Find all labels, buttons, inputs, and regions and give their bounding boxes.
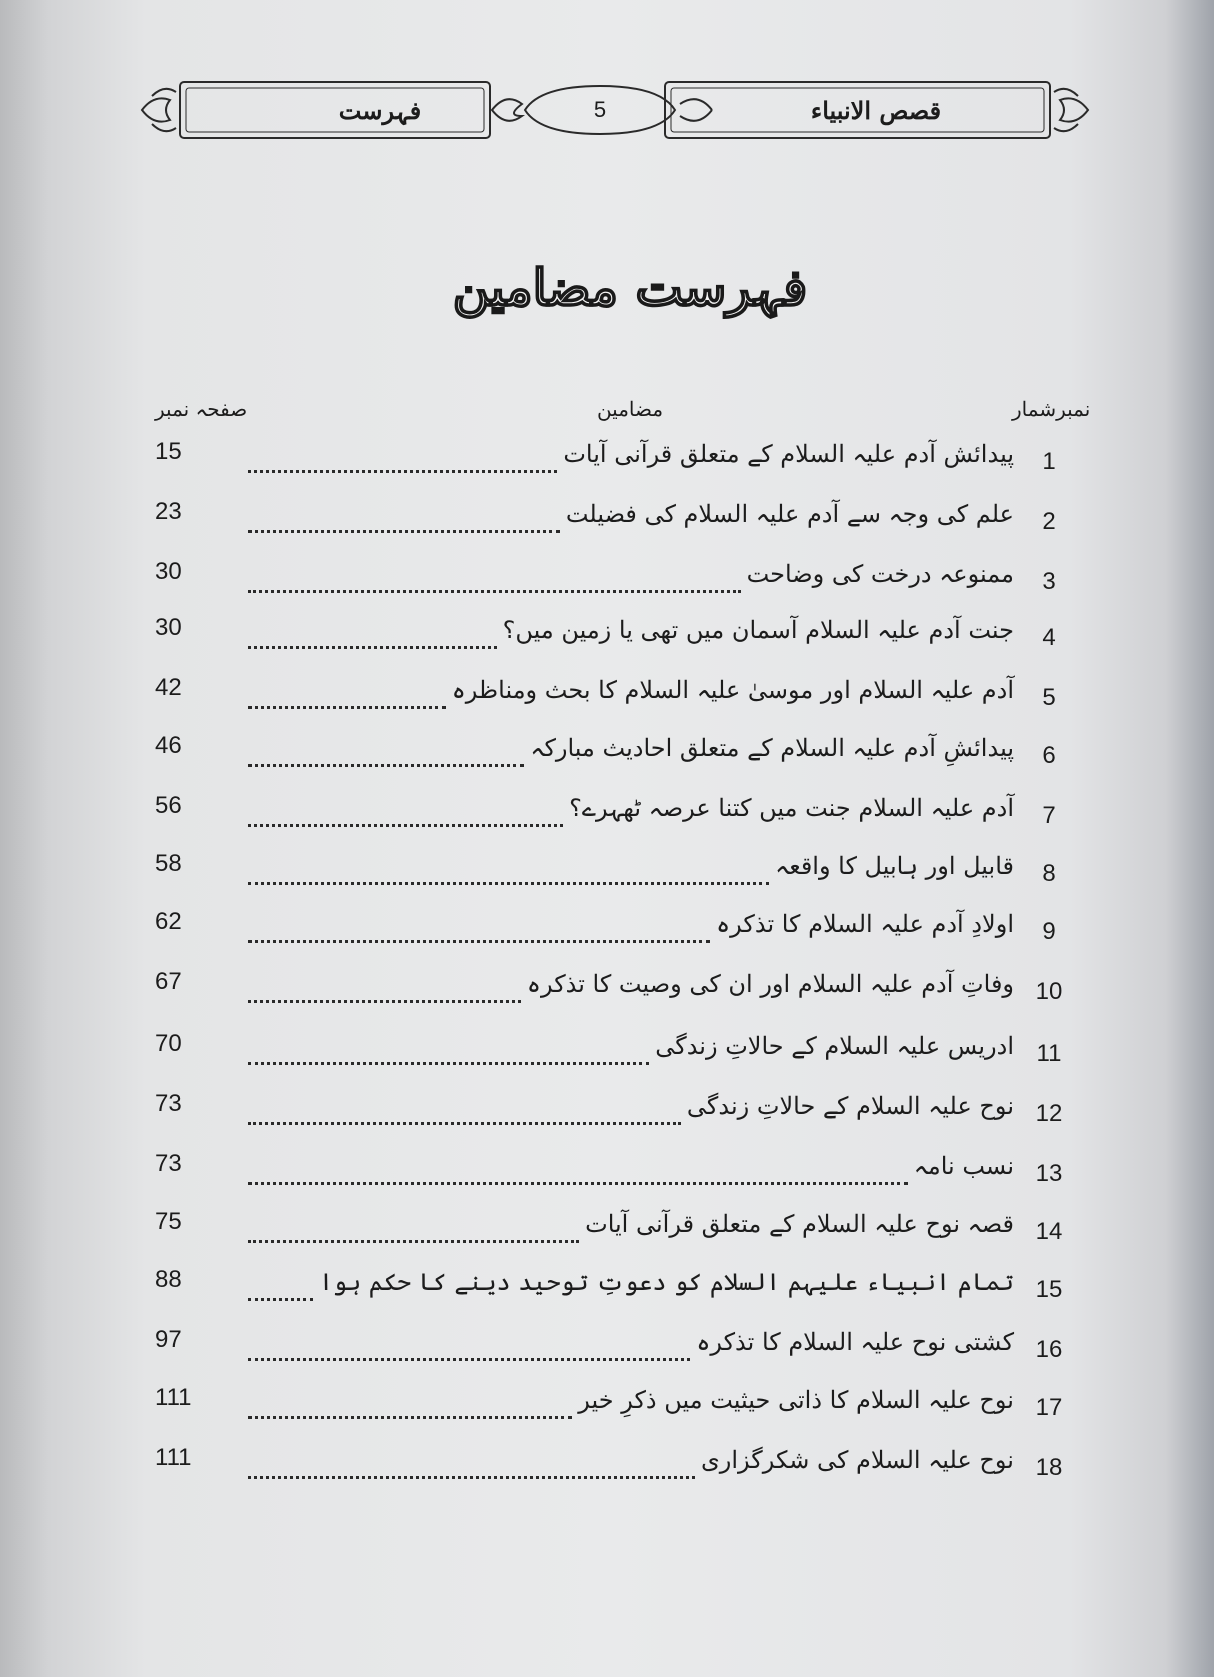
toc-entry-number: 12 [1035, 1100, 1063, 1127]
toc-entry-title: علم کی وجہ سے آدم علیہ السلام کی فضیلت [565, 500, 1014, 528]
toc-row [0, 794, 1214, 854]
toc-entry-title: نسب نامہ [913, 1152, 1014, 1180]
toc-entry-title: قصہ نوح علیہ السلام کے متعلق قرآنی آیات [585, 1210, 1014, 1238]
toc-row [0, 1386, 1214, 1446]
toc-row [0, 560, 1214, 620]
toc-leader-dots [248, 706, 446, 709]
toc-entry-page: 15 [155, 438, 182, 465]
toc-leader-dots [248, 1122, 681, 1125]
toc-entry-number: 1 [1042, 448, 1056, 475]
toc-entry-page: 56 [155, 792, 182, 819]
toc-row [0, 1032, 1214, 1092]
toc-entry-title: پیدائش آدم علیہ السلام کے متعلق قرآنی آیات [563, 440, 1014, 468]
toc-entry-page: 88 [155, 1266, 182, 1293]
toc-entry-page: 30 [155, 558, 182, 585]
toc-entry-title: ممنوعہ درخت کی وضاحت [746, 560, 1014, 588]
toc-entry-number: 6 [1042, 742, 1056, 769]
toc-entry-page: 58 [155, 850, 182, 877]
toc-entry-number: 3 [1042, 568, 1056, 595]
toc-entry-title: پیدائشِ آدم علیہ السلام کے متعلق احادیث مبارکہ [530, 734, 1014, 762]
toc-leader-dots [248, 1240, 579, 1243]
toc-entry-title: قابیل اور ہابیل کا واقعہ [775, 852, 1014, 880]
toc-leader-dots [248, 1062, 649, 1065]
toc-entry-page: 46 [155, 732, 182, 759]
toc-entry-number: 10 [1035, 978, 1063, 1005]
toc-row [0, 970, 1214, 1030]
toc-leader-dots [248, 1416, 572, 1419]
toc-row [0, 1268, 1214, 1328]
header-page-number: 5 [593, 97, 607, 122]
toc-row [0, 910, 1214, 970]
toc-entry-title: اولادِ آدم علیہ السلام کا تذکرہ [716, 910, 1014, 938]
toc-entry-title: آدم علیہ السلام جنت میں کتنا عرصہ ٹھہرے؟ [569, 794, 1014, 822]
toc-leader-dots [248, 470, 557, 473]
header-section-label: فہرست [338, 96, 422, 125]
toc-row [0, 1152, 1214, 1212]
toc-entry-number: 9 [1042, 918, 1056, 945]
toc-entry-title: نوح علیہ السلام کے حالاتِ زندگی [686, 1092, 1014, 1120]
toc-entry-number: 17 [1035, 1394, 1063, 1421]
toc-entry-page: 97 [155, 1326, 182, 1353]
toc-entry-page: 23 [155, 498, 182, 525]
toc-entry-page: 42 [155, 674, 182, 701]
toc-entry-page: 30 [155, 614, 182, 641]
column-header-subject: مضامین [596, 397, 664, 421]
toc-leader-dots [248, 590, 741, 593]
toc-entry-number: 15 [1035, 1276, 1063, 1303]
toc-leader-dots [248, 1358, 690, 1361]
toc-entry-title: نوح علیہ السلام کا ذاتی حیثیت میں ذکرِ خیر [578, 1386, 1014, 1414]
toc-leader-dots [248, 1298, 313, 1301]
toc-entry-number: 18 [1035, 1454, 1063, 1481]
toc-leader-dots [248, 824, 563, 827]
toc-entry-page: 67 [155, 968, 182, 995]
toc-row [0, 676, 1214, 736]
toc-entry-title: جنت آدم علیہ السلام آسمان میں تھی یا زمین میں؟ [502, 616, 1014, 644]
toc-entry-page: 111 [155, 1444, 192, 1471]
toc-row [0, 1210, 1214, 1270]
toc-entry-page: 73 [155, 1150, 182, 1177]
toc-entry-title: تمام انبیاء علیہم السلام کو دعوتِ توحید دینے کا حکم ہوا [318, 1268, 1014, 1296]
toc-entry-number: 5 [1042, 684, 1056, 711]
toc-row [0, 440, 1214, 500]
header-book-title: قصص الانبیاء [810, 96, 942, 125]
toc-leader-dots [248, 764, 524, 767]
column-header-page: صفحہ نمبر [155, 397, 248, 421]
toc-entry-number: 14 [1035, 1218, 1063, 1245]
toc-row [0, 734, 1214, 794]
toc-entry-page: 73 [155, 1090, 182, 1117]
toc-leader-dots [248, 882, 769, 885]
toc-entry-page: 75 [155, 1208, 182, 1235]
column-header-serial: نمبرشمار [1012, 397, 1091, 421]
toc-entry-page: 111 [155, 1384, 192, 1411]
page-title: فہرست مضامین [452, 258, 808, 317]
toc-entry-title: ادریس علیہ السلام کے حالاتِ زندگی [655, 1032, 1014, 1060]
toc-entry-page: 62 [155, 908, 182, 935]
toc-row [0, 616, 1214, 676]
toc-leader-dots [248, 1182, 908, 1185]
toc-leader-dots [248, 1000, 521, 1003]
toc-row [0, 500, 1214, 560]
toc-row [0, 1092, 1214, 1152]
toc-leader-dots [248, 530, 560, 533]
toc-entry-number: 13 [1035, 1160, 1063, 1187]
toc-entry-title: آدم علیہ السلام اور موسیٰ علیہ السلام کا بحث ومناظرہ [451, 676, 1014, 704]
toc-leader-dots [248, 1476, 695, 1479]
toc-entry-title: کشتی نوح علیہ السلام کا تذکرہ [696, 1328, 1014, 1356]
toc-entry-number: 2 [1042, 508, 1056, 535]
toc-leader-dots [248, 646, 497, 649]
toc-row [0, 1328, 1214, 1388]
toc-entry-number: 7 [1042, 802, 1056, 829]
toc-row [0, 1446, 1214, 1506]
header-ornamental-frame [140, 76, 1090, 152]
toc-entry-title: نوح علیہ السلام کی شکرگزاری [701, 1446, 1014, 1474]
toc-entry-number: 11 [1036, 1040, 1062, 1067]
toc-leader-dots [248, 940, 710, 943]
toc-entry-number: 16 [1035, 1336, 1063, 1363]
toc-entry-page: 70 [155, 1030, 182, 1057]
toc-entry-number: 4 [1042, 624, 1056, 651]
toc-row [0, 852, 1214, 912]
toc-entry-title: وفاتِ آدم علیہ السلام اور ان کی وصیت کا تذکرہ [526, 970, 1014, 998]
toc-entry-number: 8 [1042, 860, 1056, 887]
